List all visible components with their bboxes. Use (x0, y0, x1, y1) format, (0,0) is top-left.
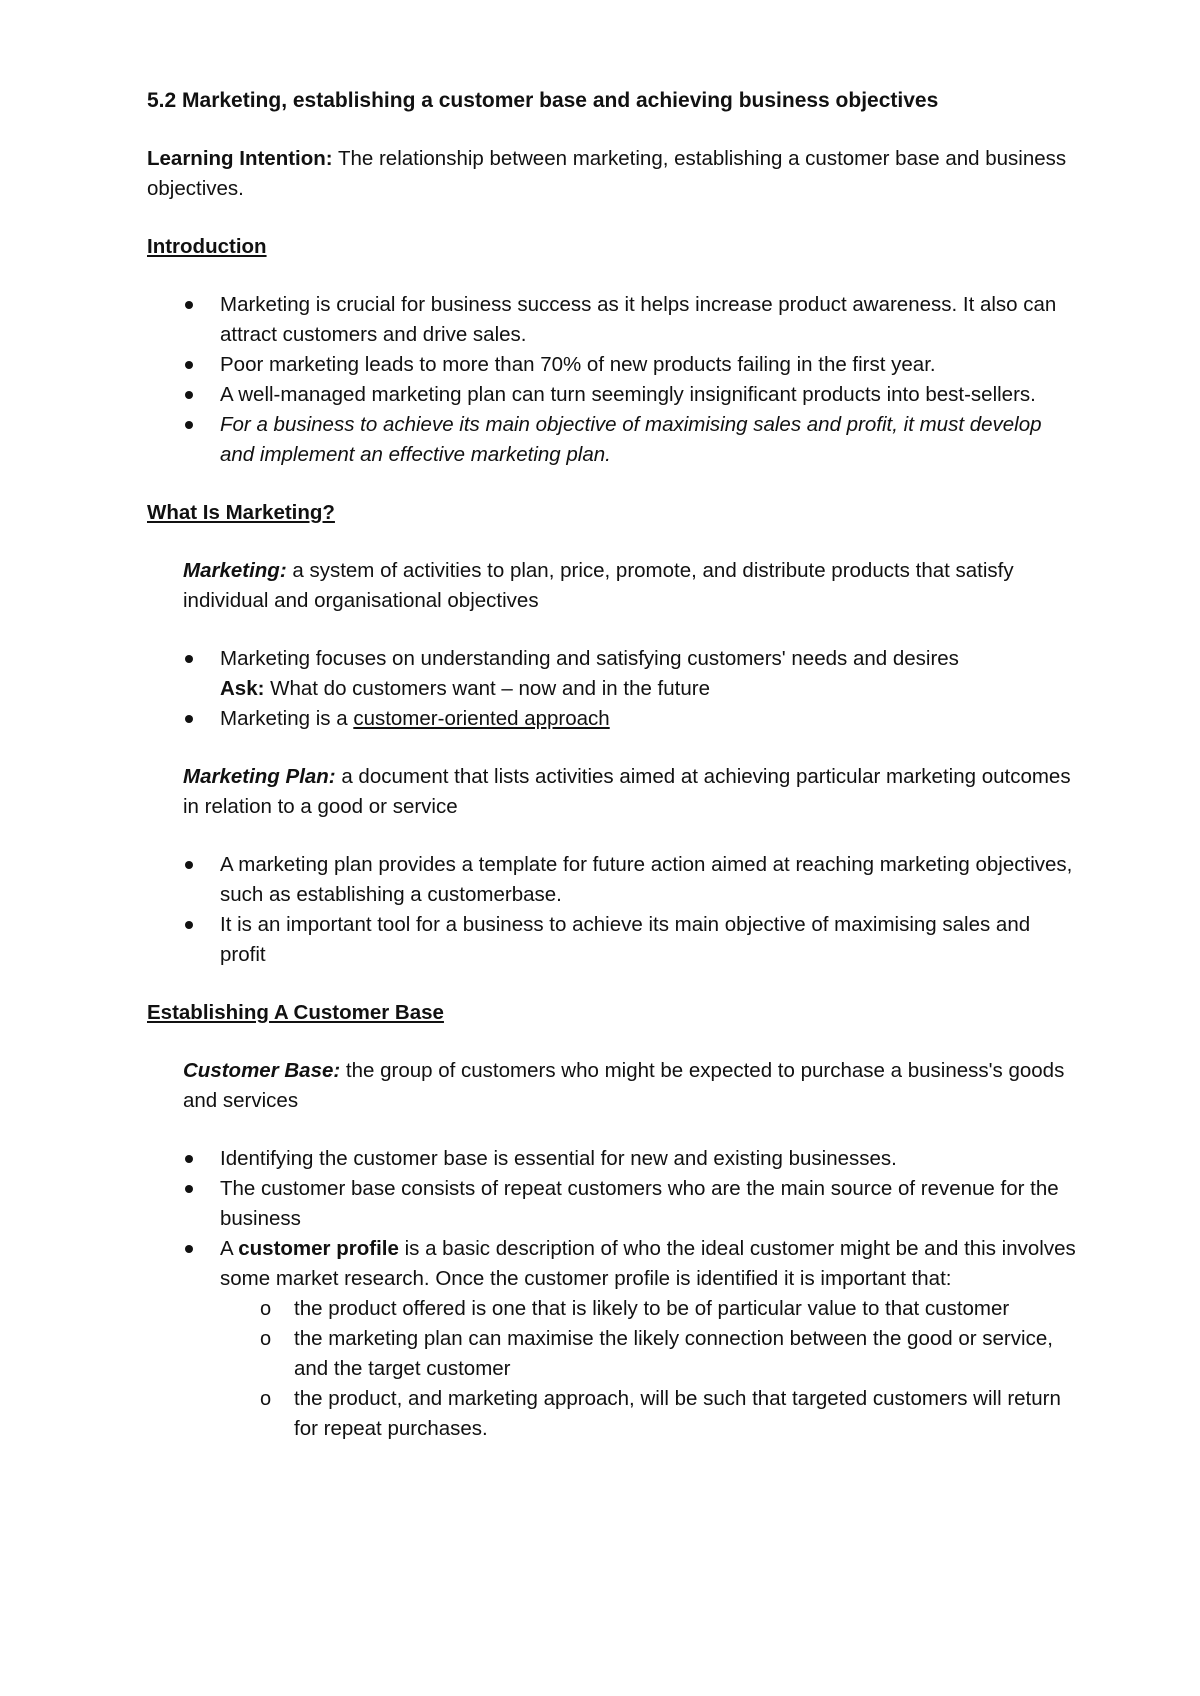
introduction-list (147, 290, 1077, 470)
marketing-list (147, 644, 1077, 734)
list-item: Identifying the customer base is essential for new and existing businesses. (147, 1144, 1077, 1174)
bullet-icon (185, 391, 193, 399)
bullet-icon (185, 361, 193, 369)
list-item: It is an important tool for a business to achieve its main objective of maximising sales and profit (147, 910, 1077, 970)
customer-base-heading: Establishing A Customer Base (147, 1001, 444, 1024)
list-item: Marketing is crucial for business success as it helps increase product awareness. It also can attract customers and drive sales. (147, 290, 1077, 350)
list-item: A customer profile is a basic description of who the ideal customer might be and this involves some market research. Once the customer profile is identified it is important that: o the product offered is one that is likely to be of particular value to that customer o the marketing plan can maximise the likely connection between the good or service, and the target customer o the product, and marketing approach, will be such that targeted customers will return for repeat purchases. (147, 1234, 1077, 1444)
customer-base-definition (183, 1056, 1077, 1116)
list-item: Marketing focuses on understanding and satisfying customers' needs and desires Ask: What do customers want – now and in the future (147, 644, 1077, 704)
customer-oriented-approach-text: customer-oriented approach (353, 707, 610, 730)
marketing-definition (183, 556, 1077, 616)
page-title: 5.2 Marketing, establishing a customer base and achieving business objectives (147, 89, 939, 112)
definition-text: the group of customers who might be expected to purchase a business's goods and services (183, 1059, 1065, 1112)
sub-list-item: o the product offered is one that is likely to be of particular value to that customer (220, 1294, 1077, 1324)
definition-text: a document that lists activities aimed at achieving particular marketing outcomes in relation to a good or service (183, 765, 1071, 818)
list-item: Poor marketing leads to more than 70% of new products failing in the first year. (147, 350, 1077, 380)
bullet-icon (185, 715, 193, 723)
list-item: A well-managed marketing plan can turn seemingly insignificant products into best-sellers. (147, 380, 1077, 410)
customer-base-list (147, 1144, 1077, 1444)
learning-intention (147, 144, 1077, 204)
bullet-icon (185, 301, 193, 309)
definition-text: a system of activities to plan, price, promote, and distribute products that satisfy individual and organisational objectives (183, 559, 1014, 612)
ask-line: Ask: What do customers want – now and in the future (220, 677, 710, 700)
sub-list-item: o the product, and marketing approach, will be such that targeted customers will return for repeat purchases. (220, 1384, 1077, 1444)
bullet-icon (185, 421, 193, 429)
marketing-plan-definition (183, 762, 1077, 822)
document-body (147, 86, 1077, 1472)
introduction-heading: Introduction (147, 235, 267, 258)
customer-profile-term: customer profile (238, 1237, 399, 1260)
list-item: Marketing is a customer-oriented approach (147, 704, 1077, 734)
learning-intention-label: Learning Intention: (147, 147, 333, 170)
sub-list-item: o the marketing plan can maximise the likely connection between the good or service, and the target customer (220, 1324, 1077, 1384)
bullet-icon (185, 1245, 193, 1253)
bullet-icon (185, 1155, 193, 1163)
marketing-plan-list (147, 850, 1077, 970)
list-item: For a business to achieve its main objective of maximising sales and profit, it must develop and implement an effective marketing plan. (147, 410, 1077, 470)
circle-bullet-icon: o (260, 1328, 272, 1350)
definition-term: Customer Base: (183, 1059, 341, 1082)
bullet-icon (185, 1185, 193, 1193)
definition-term: Marketing: (183, 559, 287, 582)
definition-term: Marketing Plan: (183, 765, 336, 788)
bullet-icon (185, 655, 193, 663)
bullet-icon (185, 921, 193, 929)
list-item: A marketing plan provides a template for future action aimed at reaching marketing objectives, such as establishing a customerbase. (147, 850, 1077, 910)
bullet-icon (185, 861, 193, 869)
circle-bullet-icon: o (260, 1298, 272, 1320)
list-item: The customer base consists of repeat customers who are the main source of revenue for the business (147, 1174, 1077, 1234)
circle-bullet-icon: o (260, 1388, 272, 1410)
customer-profile-sublist (220, 1294, 1077, 1444)
learning-intention-text: The relationship between marketing, establishing a customer base and business objectives. (147, 147, 1067, 200)
what-is-marketing-heading: What Is Marketing? (147, 501, 335, 524)
